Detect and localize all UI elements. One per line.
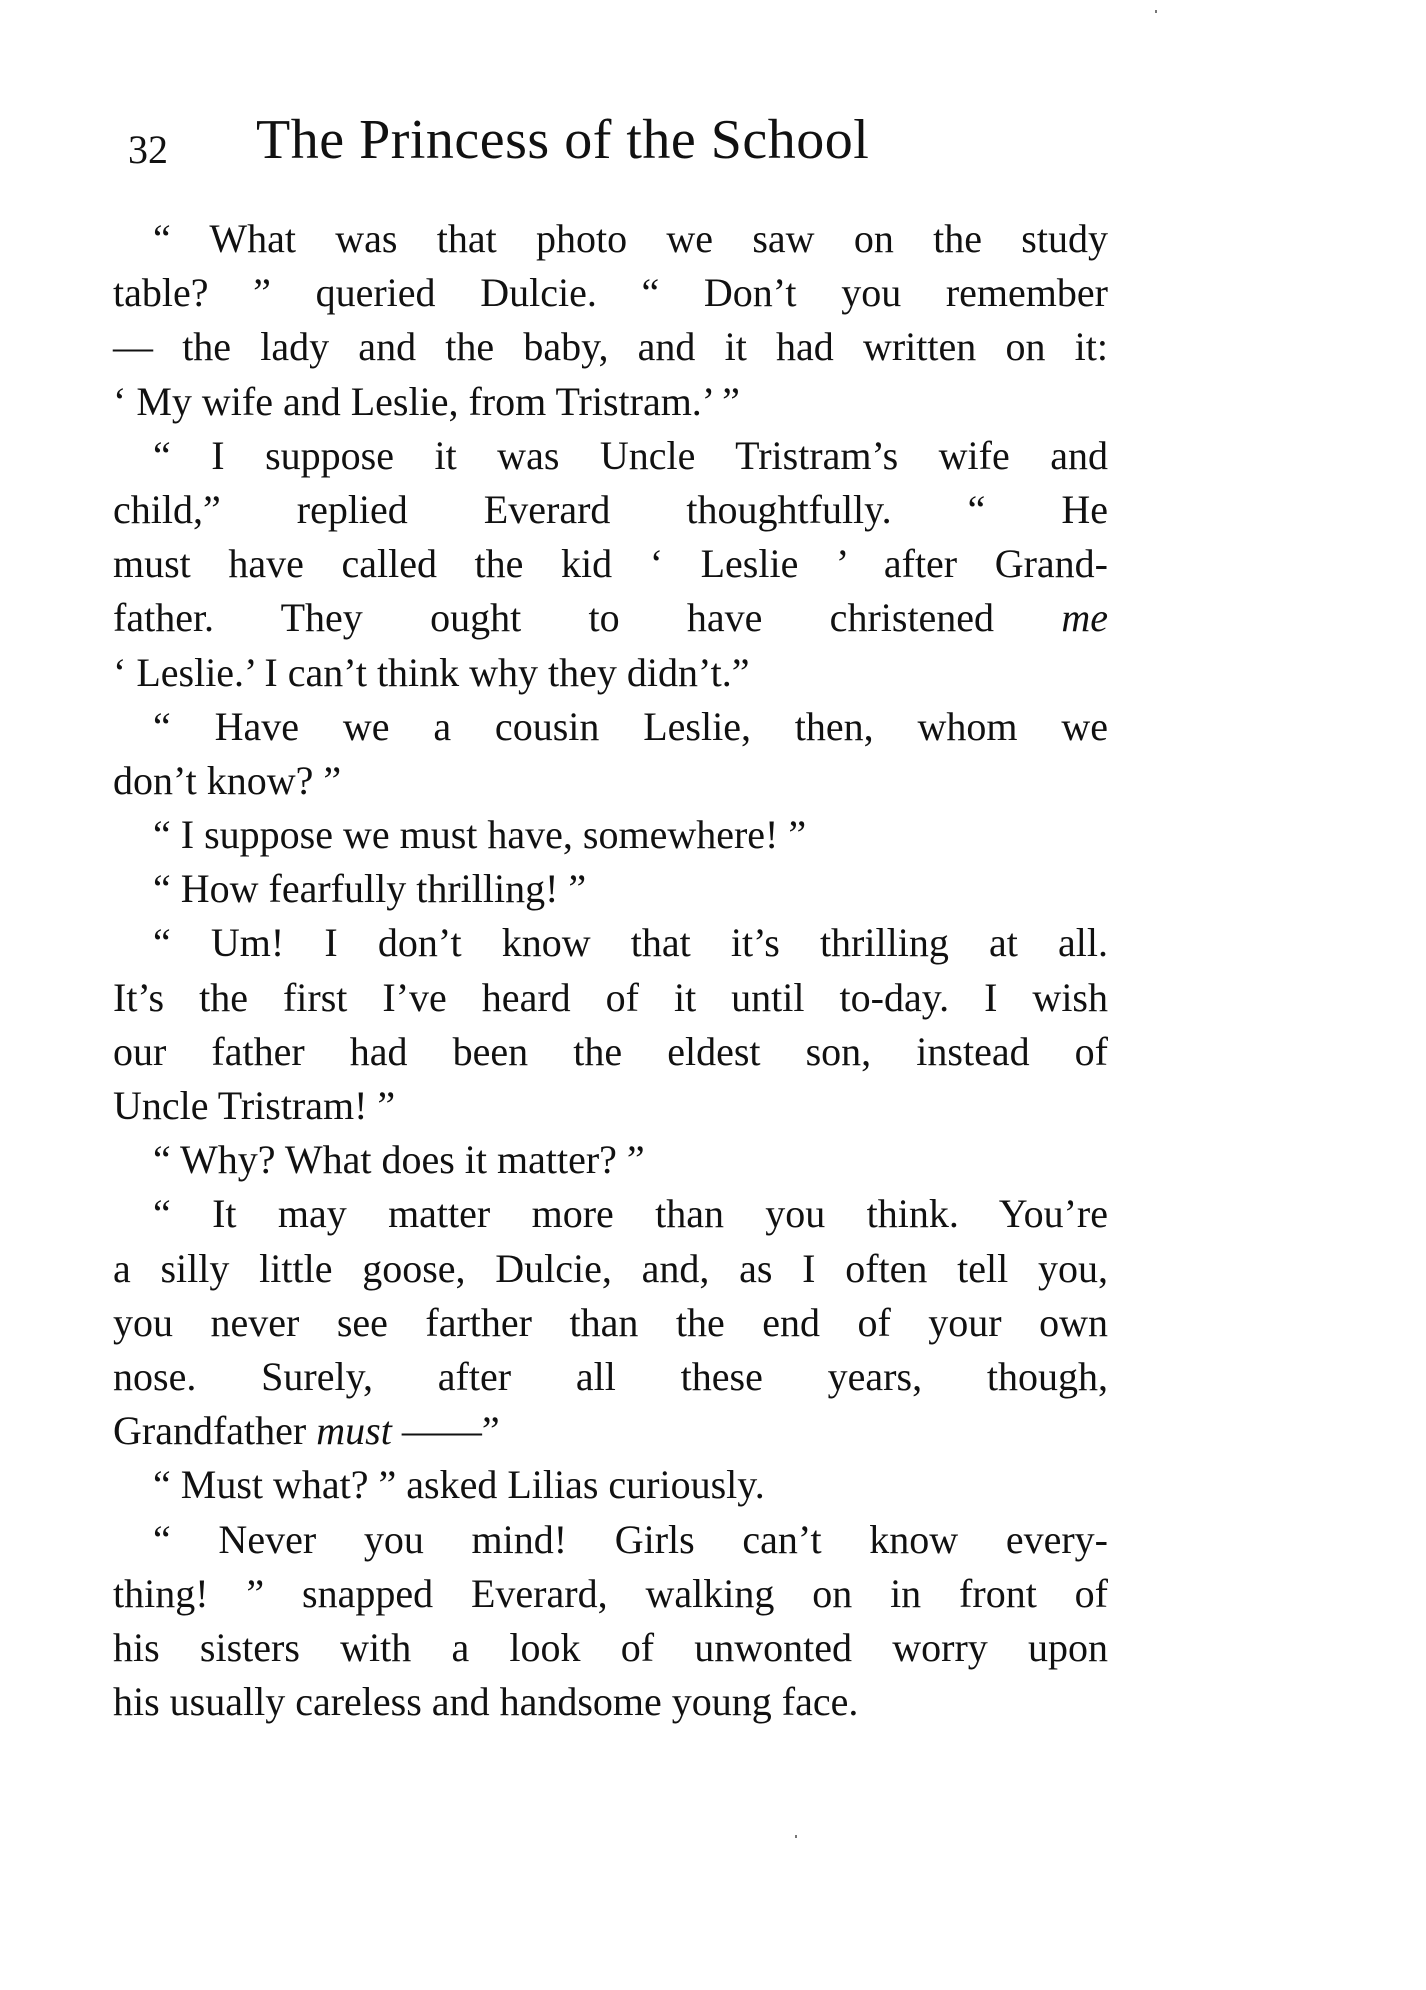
text-line: our father had been the eldest son, instead of <box>113 1028 1108 1074</box>
text-line: ‘ Leslie.’ I can’t think why they didn’t.” <box>113 649 750 695</box>
text-line: you never see farther than the end of your own <box>113 1299 1108 1345</box>
paragraph <box>113 212 1108 429</box>
text-line: “ What was that photo we saw on the study <box>153 216 1108 261</box>
text-line: “ I suppose it was Uncle Tristram’s wife and <box>153 432 1108 478</box>
text-line: “ I suppose we must have, somewhere! ” <box>153 812 807 858</box>
text-line: table? ” queried Dulcie. “ Don’t you remember <box>113 270 1108 316</box>
text-line: “ Never you mind! Girls can’t know every- <box>153 1516 1108 1562</box>
paragraph <box>113 1133 1108 1187</box>
page-body <box>113 212 1108 1729</box>
paragraph <box>113 1458 1108 1512</box>
text-line: child,” replied Everard thoughtfully. “ He <box>113 486 1108 532</box>
paragraph <box>113 808 1108 862</box>
paragraph <box>113 700 1108 808</box>
text-line: “ Um! I don’t know that it’s thrilling at all. <box>153 920 1108 966</box>
text-line: “ Have we a cousin Leslie, then, whom we <box>153 703 1108 749</box>
paragraph <box>113 862 1108 916</box>
text-line: father. They ought to have christened me <box>113 595 1108 641</box>
text-line: his sisters with a look of unwonted worry upon <box>113 1624 1108 1670</box>
text-line: “ It may matter more than you think. You’re <box>153 1191 1108 1237</box>
text-line: thing! ” snapped Everard, walking on in front of <box>113 1570 1108 1616</box>
text-line: don’t know? ” <box>113 757 342 803</box>
text-line: “ Why? What does it matter? ” <box>153 1137 645 1183</box>
text-line: nose. Surely, after all these years, though, <box>113 1353 1108 1399</box>
text-line: “ How fearfully thrilling! ” <box>153 866 587 912</box>
paragraph <box>113 1187 1108 1458</box>
text-line: “ Must what? ” asked Lilias curiously. <box>153 1462 765 1508</box>
text-line: ‘ My wife and Leslie, from Tristram.’ ” <box>113 378 740 424</box>
running-title: The Princess of the School <box>256 109 870 171</box>
running-header <box>128 108 1108 178</box>
paragraph <box>113 429 1108 700</box>
paragraph <box>113 1513 1108 1730</box>
page-number: 32 <box>128 127 168 172</box>
text-line: — the lady and the baby, and it had written on it: <box>113 324 1108 370</box>
paragraph <box>113 916 1108 1133</box>
text-line: a silly little goose, Dulcie, and, as I often tell you, <box>113 1245 1108 1291</box>
scan-speck <box>1155 10 1157 13</box>
text-line: his usually careless and handsome young face. <box>113 1679 859 1725</box>
text-line: It’s the first I’ve heard of it until to-day. I wish <box>113 974 1108 1020</box>
text-line: Grandfather must ——” <box>113 1408 500 1454</box>
text-line: Uncle Tristram! ” <box>113 1083 396 1128</box>
scan-speck <box>795 1835 797 1838</box>
text-line: must have called the kid ‘ Leslie ’ after Grand- <box>113 541 1108 587</box>
